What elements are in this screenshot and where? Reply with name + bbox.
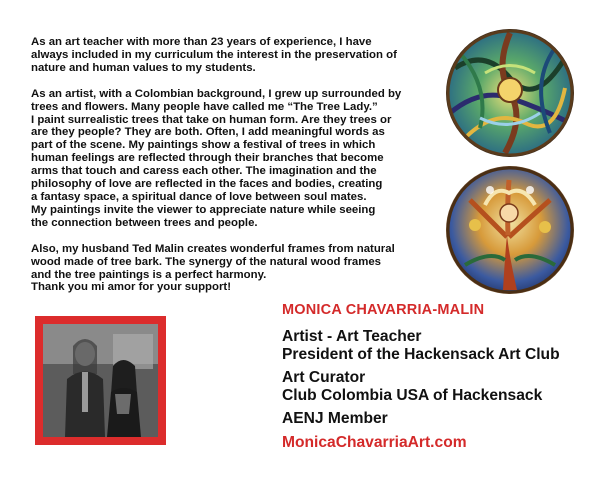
bio-line: wood made of tree bark. The synergy of the natural wood frames: [31, 255, 382, 268]
role-block: [282, 328, 560, 363]
role-line: President of the Hackensack Art Club: [282, 345, 560, 363]
bio-paragraph-2: [31, 88, 423, 230]
role-line: AENJ Member: [282, 410, 388, 427]
bio-line: Also, my husband Ted Malin creates wonderful frames from natural: [31, 242, 395, 255]
tree-painting-circle-2: [445, 165, 575, 295]
bio-line: and the tree paintings is a perfect harmony.: [31, 268, 267, 281]
bio-paragraph-1: [31, 36, 423, 75]
artist-roles: [282, 328, 560, 457]
role-block: [282, 369, 560, 404]
artist-name: MONICA CHAVARRIA-MALIN: [282, 302, 485, 318]
tree-painting-circle-1: [445, 28, 575, 158]
bio-line: a fantasy space, a spiritual dance of love between soul mates.: [31, 190, 367, 203]
bio-line: As an artist, with a Colombian background, I grew up surrounded by: [31, 87, 402, 100]
role-line: Art Curator: [282, 369, 366, 386]
bio-line: the connection between trees and people.: [31, 216, 258, 229]
bio-line: always included in my curriculum the interest in the preservation of: [31, 48, 397, 61]
bio-line: My paintings invite the viewer to appreciate nature while seeing: [31, 203, 376, 216]
bio-line: As an art teacher with more than 23 years of experience, I have: [31, 36, 372, 48]
bio-line: I paint surrealistic trees that take on human form. Are they trees or: [31, 113, 392, 126]
role-line: Club Colombia USA of Hackensack: [282, 386, 543, 404]
bio-line: trees and flowers. Many people have called me “The Tree Lady.”: [31, 100, 378, 113]
website-link[interactable]: MonicaChavarriaArt.com: [282, 433, 467, 451]
role-line: Artist - Art Teacher: [282, 328, 422, 345]
bio-line: part of the scene. My paintings show a festival of trees in which: [31, 139, 376, 152]
bio-line: human feelings are reflected through their branches that become: [31, 152, 384, 165]
role-block: [282, 410, 560, 428]
bio-line: arms that touch and caress each other. The imagination and the: [31, 165, 377, 178]
artist-photo: [43, 324, 158, 437]
bio-line: Thank you mi amor for your support!: [31, 281, 231, 294]
bio-line: are they people? They are both. Often, I add meaningful words as: [31, 126, 385, 139]
bio-paragraph-3: [31, 243, 423, 295]
artist-bio: [31, 36, 423, 307]
bio-line: nature and human values to my students.: [31, 61, 256, 74]
artist-photo-frame: [35, 316, 166, 445]
bio-line: philosophy of love are reflected in the faces and bodies, creating: [31, 178, 383, 191]
